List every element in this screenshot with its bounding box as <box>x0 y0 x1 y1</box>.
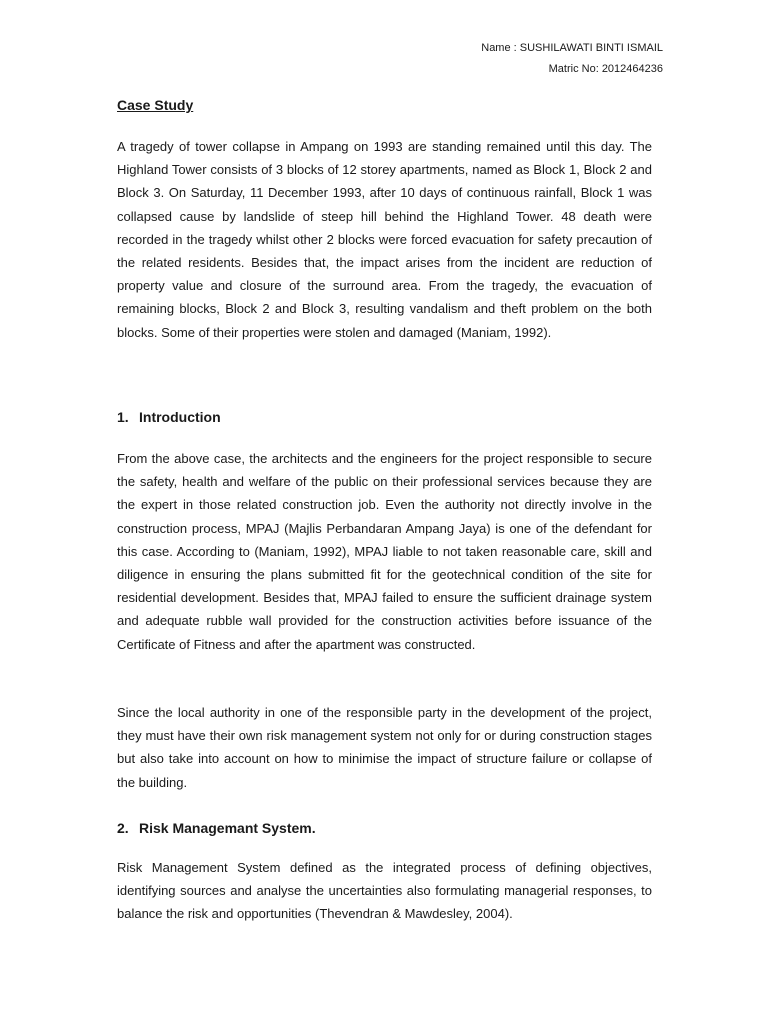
section-heading-introduction <box>117 408 221 426</box>
student-name: Name : SUSHILAWATI BINTI ISMAIL <box>481 42 663 54</box>
section-number: 2. <box>117 820 129 836</box>
introduction-paragraph-2: Since the local authority in one of the responsible party in the development of the project, they must have their own risk management system not only for or during construction stages but also take into account on how to minimise the impact of structure failure or collapse of the building. <box>117 705 652 790</box>
risk-management-paragraph: Risk Management System defined as the integrated process of defining objectives, identifying sources and analyse the uncertainties also formulating managerial responses, to balance the risk and opportunities (Thevendran & Mawdesley, 2004). <box>117 860 652 922</box>
page-title: Case Study <box>117 97 194 113</box>
section-heading-text: Introduction <box>139 409 221 425</box>
section-heading-text: Risk Managemant System. <box>139 820 316 836</box>
case-study-paragraph: A tragedy of tower collapse in Ampang on 1993 are standing remained until this day. The Highland Tower consists of 3 blocks of 12 storey apartments, named as Block 1, Block 2 and Block 3. On Saturday, 11 December 1993, after 10 days of continuous rainfall, Block 1 was collapsed cause by landslide of steep hill behind the Highland Tower. 48 death were recorded in the tragedy whilst other 2 blocks were forced evacuation for safety precaution of the related residents. Besides that, the impact arises from the incident are reduction of property value and closure of the surround area. From the tragedy, the evacuation of remaining blocks, Block 2 and Block 3, resulting vandalism and theft problem on the both blocks. Some of their properties were stolen and damaged (Maniam, 1992). <box>117 139 652 340</box>
section-number: 1. <box>117 409 129 425</box>
introduction-paragraph-1: From the above case, the architects and the engineers for the project responsible to secure the safety, health and welfare of the public on their professional services because they are the expert in those related construction job. Even the authority not directly involve in the construction process, MPAJ (Majlis Perbandaran Ampang Jaya) is one of the defendant for this case. According to (Maniam, 1992), MPAJ liable to not taken reasonable care, skill and diligence in ensuring the plans submitted fit for the geotechnical condition of the site for residential development. Besides that, MPAJ failed to ensure the sufficient drainage system and adequate rubble wall provided for the construction activities before issuance of the Certificate of Fitness and after the apartment was constructed. <box>117 451 652 652</box>
section-heading-risk-management <box>117 819 316 837</box>
matric-number: Matric No: 2012464236 <box>548 63 663 75</box>
